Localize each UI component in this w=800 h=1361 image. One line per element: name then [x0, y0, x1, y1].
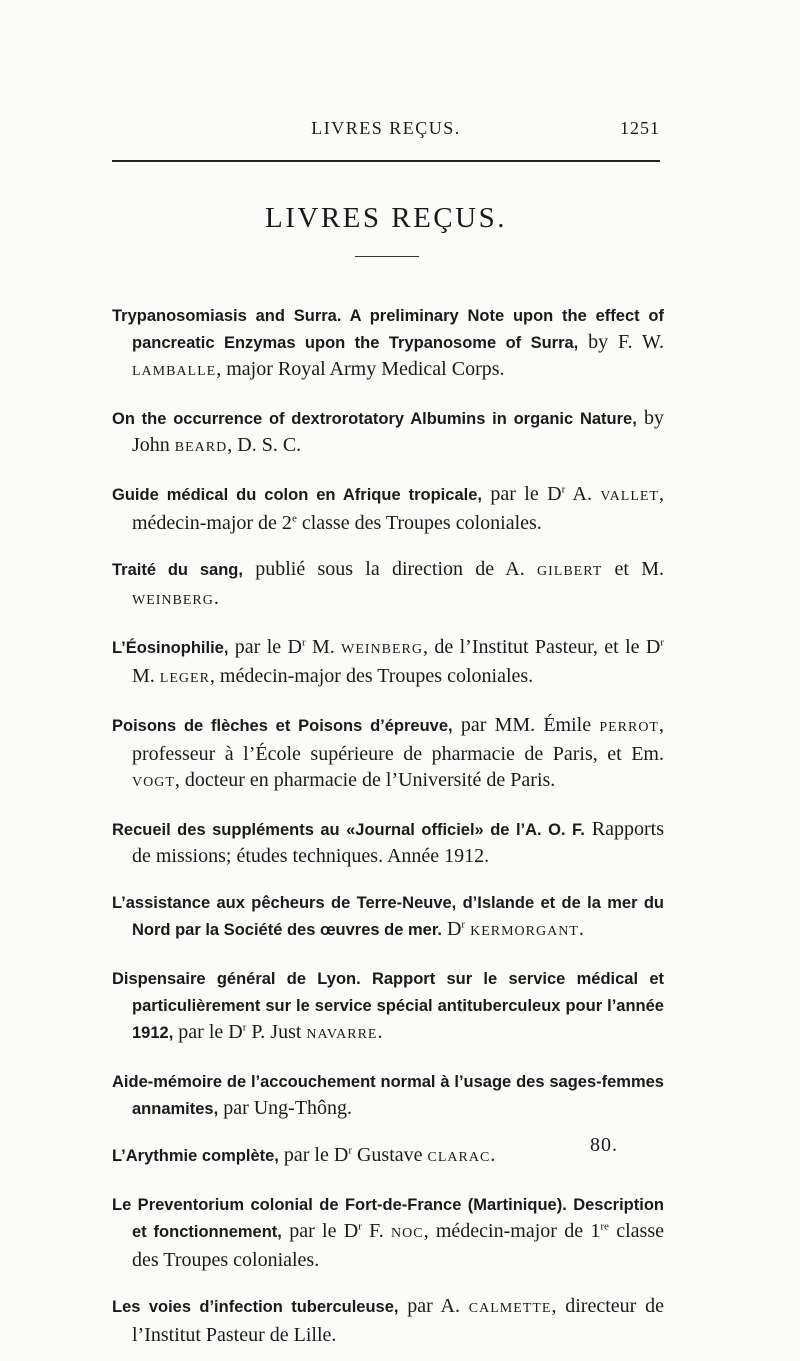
book-title: On the occurrence of dextrorotatory Albumins in organic Nature,	[112, 410, 637, 428]
entry-text: , médecin-major des Troupes coloniales.	[209, 665, 534, 687]
entry-text: by F. W.	[578, 331, 664, 353]
book-entry	[112, 1142, 664, 1171]
book-title: Traité du sang,	[112, 561, 243, 579]
book-entry	[112, 556, 664, 614]
author-name: CLARAC	[427, 1150, 491, 1165]
entry-text: par le D	[481, 483, 562, 505]
entry-text: , D. S. C.	[227, 434, 302, 456]
author-name: CALMETTE	[468, 1301, 552, 1316]
book-entry	[112, 965, 664, 1048]
author-name: VALLET	[600, 489, 659, 504]
book-title: Poisons de flèches et Poisons d’épreuve,	[112, 717, 453, 735]
entry-text: r	[461, 918, 466, 931]
book-list	[112, 282, 664, 1361]
book-title: Guide médical du colon en Afrique tropicale,	[112, 486, 482, 504]
book-entry	[112, 1068, 664, 1122]
entry-text: by John	[132, 407, 664, 456]
author-name: LAMBALLE	[132, 364, 217, 379]
entry-text: Gustave	[351, 1144, 428, 1166]
entry-text: , directeur de l’Institut Pasteur de Lille.	[132, 1295, 664, 1346]
entry-text: r	[301, 636, 306, 649]
entry-text: A.	[565, 483, 601, 505]
entry-text: .	[377, 1021, 383, 1043]
entry-text: .	[578, 918, 584, 940]
entry-text: P. Just	[246, 1021, 307, 1043]
header-rule	[112, 160, 660, 162]
book-entry	[112, 405, 664, 461]
book-title: Aide-mémoire de l’accouchement normal à l’usage des sages-femmes annamites,	[112, 1073, 664, 1118]
book-title: Dispensaire général de Lyon. Rapport sur le service médical et particulièrement sur le service spécial antituberculeux pour l’année 1912,	[112, 970, 664, 1042]
book-title: Trypanosomiasis and Surra. A preliminary Note upon the effect of pancreatic Enzymas upon the Trypanosome of Surra,	[112, 307, 664, 352]
author-name: WEINBERG	[132, 593, 214, 608]
book-entry	[112, 634, 664, 692]
entry-text: , professeur à l’École supérieure de pharmacie de Paris, et Em.	[132, 714, 664, 765]
entry-text: , médecin-major de 2	[132, 483, 664, 534]
page-number: 1251	[620, 118, 660, 138]
book-entry	[112, 1293, 664, 1348]
book-entry	[112, 481, 664, 536]
book-entry	[112, 889, 664, 945]
book-title: Recueil des suppléments au «Journal officiel» de l’A. O. F.	[112, 821, 585, 839]
page-title: LIVRES REÇUS.	[265, 202, 507, 234]
entry-text: par le D	[278, 1144, 349, 1166]
entry-text: r	[561, 483, 566, 496]
entry-text: D	[441, 918, 462, 940]
author-name: PERROT	[599, 720, 659, 735]
entry-text: par Ung-Thông.	[218, 1097, 353, 1119]
book-title: L’Éosinophilie,	[112, 639, 229, 657]
book-title: Le Preventorium colonial de Fort-de-France (Martinique). Description et fonctionnement,	[112, 1196, 664, 1241]
book-entry	[112, 712, 664, 796]
book-title: L’assistance aux pêcheurs de Terre-Neuve, d’Islande et de la mer du Nord par la Société des œuvres de mer.	[112, 894, 664, 939]
entry-text: e	[291, 512, 297, 525]
entry-text: classe des Troupes coloniales.	[296, 512, 542, 534]
running-head-title: LIVRES REÇUS.	[311, 118, 461, 138]
entry-text: F.	[361, 1220, 391, 1242]
entry-text: par le D	[173, 1021, 243, 1043]
entry-text: , de l’Institut Pasteur, et le D	[423, 636, 661, 658]
entry-text: , major Royal Army Medical Corps.	[216, 358, 505, 380]
book-title: L’Arythmie complète,	[112, 1147, 279, 1165]
author-name: NOC	[391, 1226, 424, 1241]
book-entry	[112, 1191, 664, 1273]
entry-text: publié sous la direction de A.	[242, 558, 538, 580]
author-name: KERMORGANT	[470, 924, 579, 939]
entry-text: et M.	[602, 558, 665, 580]
entry-text: classe des Troupes coloniales.	[132, 1220, 664, 1271]
entry-text: par A.	[398, 1295, 469, 1317]
entry-text: r	[358, 1220, 362, 1233]
entry-text: par MM. Émile	[452, 714, 600, 736]
author-name: LEGER	[159, 671, 210, 686]
book-entry	[112, 302, 664, 385]
author-name: VOGT	[132, 775, 175, 790]
entry-text: M.	[132, 665, 160, 687]
entry-text: .	[213, 587, 219, 609]
author-name: WEINBERG	[341, 642, 424, 657]
book-title: Les voies d’infection tuberculeuse,	[112, 1298, 399, 1316]
entry-text: M.	[305, 636, 342, 658]
author-name: BEARD	[174, 440, 228, 455]
title-rule	[355, 256, 419, 257]
entry-text: .	[490, 1144, 496, 1166]
entry-text: r	[242, 1021, 247, 1034]
entry-text: r	[348, 1144, 352, 1157]
entry-text: , médecin-major de 1	[423, 1220, 601, 1242]
entry-text: , docteur en pharmacie de l’Université de Paris.	[174, 769, 556, 791]
book-entry	[112, 816, 664, 869]
author-name: NAVARRE	[306, 1027, 378, 1042]
author-name: GILBERT	[537, 564, 603, 579]
signature-mark: 80.	[590, 1134, 618, 1156]
entry-text: Rapports de missions; études techniques. Année 1912.	[132, 818, 664, 867]
entry-text: par le D	[281, 1220, 359, 1242]
entry-text: par le D	[228, 636, 302, 658]
entry-text: re	[600, 1220, 609, 1233]
running-head	[112, 118, 660, 146]
entry-text: r	[660, 636, 664, 649]
